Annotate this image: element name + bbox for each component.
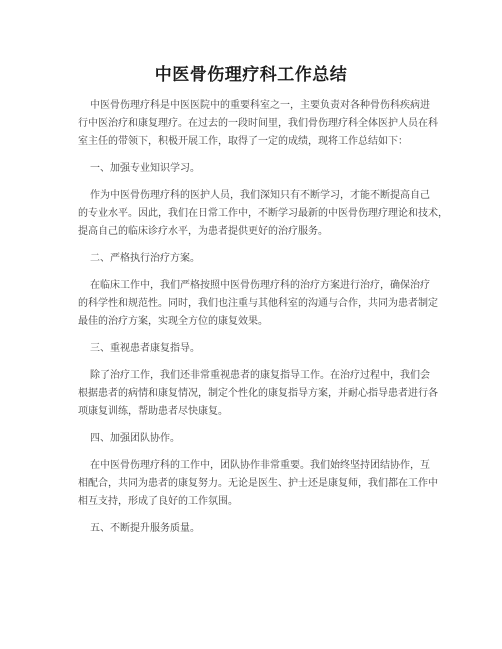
paragraph-line: 的专业水平。因此，我们在日常工作中，不断学习最新的中医骨伤理疗理论和技术， — [78, 208, 448, 219]
page-title: 中医骨伤理疗科工作总结 — [154, 65, 348, 85]
paragraph-line: 提高自己的临床诊疗水平，为患者提供更好的治疗服务。 — [78, 226, 328, 237]
paragraph-line: 中医骨伤理疗科是中医医院中的重要科室之一，主要负责对各种骨伤科疾病进 — [90, 100, 430, 111]
section-heading: 一、加强专业知识学习。 — [90, 163, 200, 174]
section-heading: 四、加强团队协作。 — [90, 433, 180, 444]
paragraph-line: 最佳的治疗方案，实现全方位的康复效果。 — [78, 316, 268, 327]
paragraph-line: 相互支持，形成了良好的工作氛围。 — [78, 496, 238, 507]
paragraph-line: 项康复训练，帮助患者尽快康复。 — [78, 406, 228, 417]
paragraph-line: 的科学性和规范性。同时，我们也注重与其他科室的沟通与合作，共同为患者制定 — [78, 298, 438, 309]
paragraph-line: 根据患者的病情和康复情况，制定个性化的康复指导方案，并耐心指导患者进行各 — [78, 388, 438, 399]
section-heading: 五、不断提升服务质量。 — [90, 523, 200, 534]
paragraph-line: 除了治疗工作，我们还非常重视患者的康复指导工作。在治疗过程中，我们会 — [90, 370, 430, 381]
paragraph-line: 在中医骨伤理疗科的工作中，团队协作非常重要。我们始终坚持团结协作，互 — [90, 460, 430, 471]
paragraph-line: 室主任的带领下，积极开展工作，取得了一定的成绩，现将工作总结如下： — [78, 136, 408, 147]
paragraph-line: 行中医治疗和康复理疗。在过去的一段时间里，我们骨伤理疗科全体医护人员在科 — [78, 118, 438, 129]
section-heading: 二、严格执行治疗方案。 — [90, 253, 200, 264]
paragraph-line: 作为中医骨伤理疗科的医护人员，我们深知只有不断学习，才能不断提高自己 — [90, 190, 430, 201]
paragraph-line: 在临床工作中，我们严格按照中医骨伤理疗科的治疗方案进行治疗，确保治疗 — [90, 280, 430, 291]
paragraph-line: 相配合，共同为患者的康复努力。无论是医生、护士还是康复师，我们都在工作中 — [78, 478, 438, 489]
section-heading: 三、重视患者康复指导。 — [90, 343, 200, 354]
